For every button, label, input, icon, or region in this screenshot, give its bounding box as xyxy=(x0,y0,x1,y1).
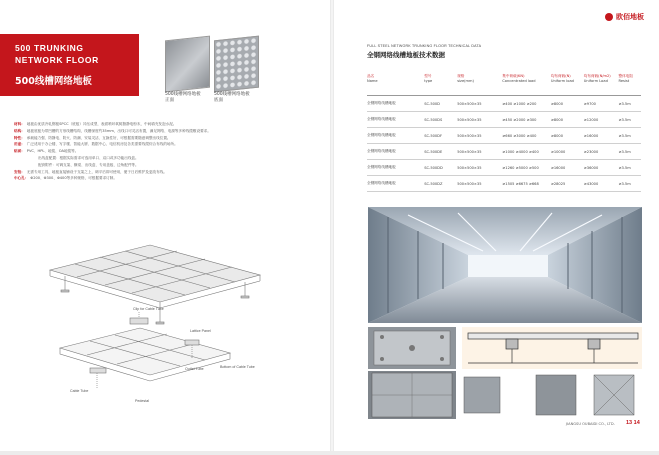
brand-name: 欧佰地板 xyxy=(616,13,644,21)
installation-detail-images xyxy=(368,327,642,369)
spec-row: 出线盒配置：根据实际需求可选用单口、双口或多功能出线盒。 xyxy=(38,155,139,160)
spec-row: 中心孔： Φ200、Φ300、Φ400等多种规格，可根据要求订制。 xyxy=(14,176,117,181)
thumbnail-caption-back: 500线槽网络地板 底面 xyxy=(214,92,250,103)
title-banner xyxy=(0,34,139,96)
table-row: 全钢网络线槽地板 SC-500DZ 500×500×35 ≥1505 ≥6675 ≥668 ≥28025 ≥43000 ≥3.5m xyxy=(367,176,641,192)
spec-row: 用途： 广泛适用于办公楼、写字楼、智能大厦、数据中心、电信机房及各类需要线缆综合布线的场所。 xyxy=(14,142,178,147)
table-header: 品名 Name 型号 type 规格 size(mm) 集中荷载(KN) Concentrated load 均布荷载(N) Uniform load 均布荷载(N/m2) Uniform Load 整体电阻 Resist xyxy=(367,74,641,96)
banner-title-cn: 500线槽网络地板 xyxy=(15,76,92,87)
spec-row: 材料： 地板由优质冷轧钢板SPCC（底板）冲压成型，表面喷环氧树脂静电粉末，中间填充发泡水泥。 xyxy=(14,122,177,126)
thumbnail-caption-front: 500线槽网络地板 正面 xyxy=(165,92,201,103)
table-row: 全钢网络线槽地板 SC-500D 500×500×35 ≥400 ≥1000 ≥200 ≥8000 ≥9700 ≥3.5m xyxy=(367,96,641,112)
tech-data-table xyxy=(367,74,641,192)
table-title: 全钢网络线槽地板技术数据 xyxy=(367,51,445,59)
panel-top-photo xyxy=(165,36,210,93)
drawing-label-outlet: Outlet Tube xyxy=(185,367,204,371)
isometric-assembly-drawing xyxy=(35,240,275,415)
spec-row: 配套附件：可调支架、横梁、出线盒、专用盖板、边角配件等。 xyxy=(38,162,139,167)
drawing-label-cable-tube: Cable Tube xyxy=(70,389,89,393)
table-row: 全钢网络线槽地板 SC-500DD 500×500×35 ≥1260 ≥5000 ≥500 ≥16000 ≥36000 ≥3.5m xyxy=(367,160,641,176)
spec-row: 贴面： PVC、HPL、地毯、OA地毯等。 xyxy=(14,149,79,154)
spec-row: 特性： 承载能力强、防静电、防火、防潮、安装灵活、互换性好，可根据需要随意调整出线位置。 xyxy=(14,135,171,140)
panel-variant-images xyxy=(368,371,642,419)
spec-text-block xyxy=(14,121,314,182)
banner-title-en-1: 500 TRUNKING xyxy=(15,43,84,53)
spec-row: 结构： 地板底板为带凹槽的方形线槽结构，线槽深度约35mm，出线口可灵活布置，满足网络、电源等多种线缆敷设要求。 xyxy=(14,128,211,133)
drawing-label-lattice: Lattice Panel xyxy=(190,329,211,333)
drawing-label-clip: Clip for Cable Tube xyxy=(133,307,164,311)
page-numbers: 13 14 xyxy=(626,420,640,426)
table-supra-title: FULL STEEL NETWORK TRUNKING FLOOR TECHNICAL DATA xyxy=(367,44,482,48)
drawing-label-pedestal: Pedestal xyxy=(135,399,149,403)
footer-company: JIANGSU OUBAIDI CO., LTD. xyxy=(566,422,615,426)
drawing-label-bottom: Bottom of Cable Tube xyxy=(220,365,255,369)
table-row: 全钢网络线槽地板 SC-500DS 500×500×35 ≥450 ≥2000 ≥300 ≥8000 ≥12000 ≥3.5m xyxy=(367,112,641,128)
banner-title-en-2: NETWORK FLOOR xyxy=(15,55,99,65)
table-row: 全钢网络线槽地板 SC-500DF 500×500×35 ≥660 ≥3000 ≥400 ≥8000 ≥16000 ≥3.5m xyxy=(367,128,641,144)
brand-logo-group xyxy=(605,12,644,22)
page-edge xyxy=(0,451,659,455)
spec-row: 安装： 无需专用工具，地板直接铺设于支架之上，调平后即可使用，便于日后维护及更改布线。 xyxy=(14,169,167,174)
page-fold xyxy=(330,0,334,455)
brand-logo-icon xyxy=(605,13,613,21)
office-corridor-photo xyxy=(368,207,642,323)
table-row: 全钢网络线槽地板 SC-500DE 500×500×35 ≥1000 ≥4000 ≥400 ≥10000 ≥23000 ≥3.5m xyxy=(367,144,641,160)
panel-bottom-photo xyxy=(214,36,259,93)
